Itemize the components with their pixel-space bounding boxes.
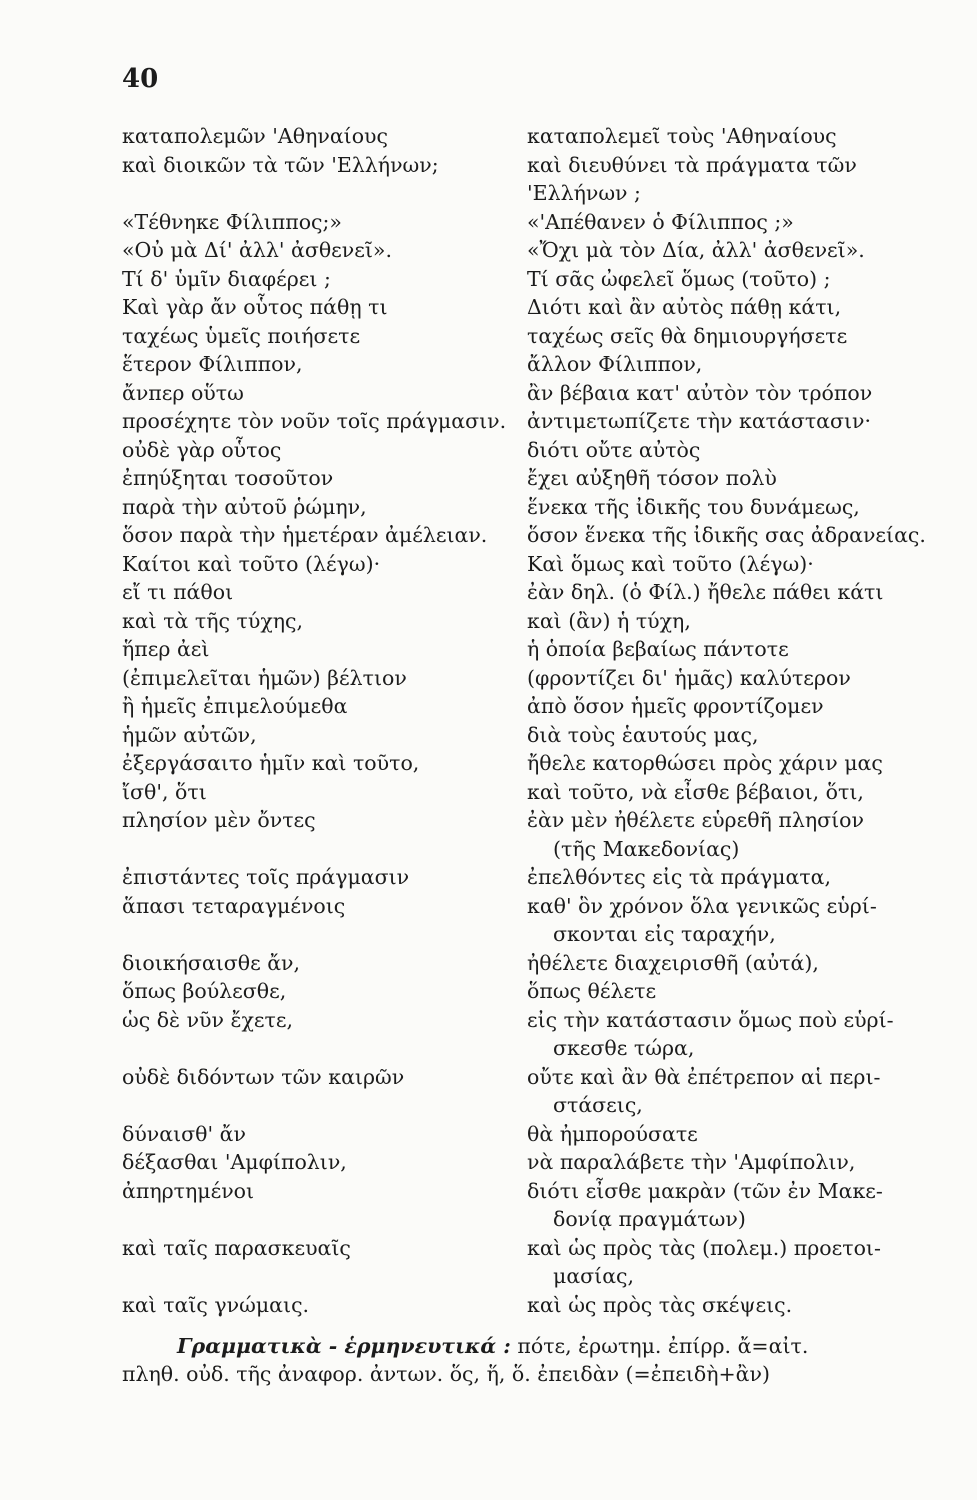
text-line: Καὶ γὰρ ἄν οὗτος πάθῃ τι bbox=[122, 295, 388, 319]
text-line: ἴσθ', ὅτι bbox=[122, 779, 207, 804]
text-line: προσέχητε τὸν νοῦν τοῖς πράγμασιν. bbox=[122, 409, 507, 433]
text-line: καὶ ταῖς γνώμαις. bbox=[122, 1292, 310, 1317]
text-line: ἂν βέβαια κατ' αὐτὸν τὸν τρόπον bbox=[527, 380, 873, 405]
grammar-notes-line-2: πληθ. οὐδ. τῆς ἀναφορ. ἀντων. ὅς, ἥ, ὅ. ἐπειδὰν (=ἐπειδὴ+ἂν) bbox=[122, 1362, 770, 1386]
text-line: σκονται εἰς ταραχήν, bbox=[553, 922, 776, 946]
text-line: παρὰ τὴν αὐτοῦ ῥώμην, bbox=[122, 494, 367, 519]
text-line: ὅσον παρὰ τὴν ἡμετέραν ἀμέλειαν. bbox=[122, 523, 488, 547]
text-line: ἔχει αὐξηθῆ τόσον πολὺ bbox=[527, 466, 777, 490]
text-line: καὶ ὡς πρὸς τὰς σκέψεις. bbox=[527, 1292, 793, 1317]
text-line: ὅπως θέλετε bbox=[527, 979, 657, 1003]
modern-greek-translation-column bbox=[527, 122, 927, 1319]
text-line: «Τέθνηκε Φίλιππος;» bbox=[122, 209, 342, 234]
text-line: θὰ ἠμπορούσατε bbox=[527, 1121, 698, 1146]
text-line: ὡς δὲ νῦν ἔχετε, bbox=[122, 1007, 293, 1032]
text-line: ἄνπερ οὕτω bbox=[122, 380, 244, 405]
text-line: (ἐπιμελεῖται ἡμῶν) βέλτιον bbox=[122, 665, 407, 690]
text-line bbox=[122, 1034, 522, 1063]
text-line: εἴ τι πάθοι bbox=[122, 580, 234, 604]
text-line: ἥπερ ἀεὶ bbox=[122, 637, 210, 661]
text-line: καὶ τὰ τῆς τύχης, bbox=[122, 608, 304, 633]
text-line: ἐὰν δηλ. (ὁ Φίλ.) ἤθελε πάθει κάτι bbox=[527, 580, 884, 604]
text-line: καὶ ὡς πρὸς τὰς (πολεμ.) προετοι- bbox=[527, 1235, 881, 1260]
text-line: καταπολεμῶν 'Αθηναίους bbox=[122, 124, 388, 148]
text-line: ἅπασι τεταραγμένοις bbox=[122, 893, 346, 918]
text-line: ἐπελθόντες εἰς τὰ πράγματα, bbox=[527, 865, 832, 889]
text-line: (φροντίζει δι' ἡμᾶς) καλύτερον bbox=[527, 665, 851, 690]
text-line bbox=[122, 920, 522, 949]
text-line bbox=[122, 1262, 522, 1291]
text-line: καὶ διευθύνει τὰ πράγματα τῶν bbox=[527, 152, 857, 177]
text-line: διότι οὔτε αὐτὸς bbox=[527, 437, 701, 462]
text-line bbox=[122, 1205, 522, 1234]
text-line: ἐὰν μὲν ἠθέλετε εὑρεθῆ πλησίον bbox=[527, 808, 864, 832]
text-line: οὐδὲ γὰρ οὗτος bbox=[122, 437, 282, 462]
text-line: ἠθέλετε διαχειρισθῆ (αὐτά), bbox=[527, 950, 819, 975]
text-line: ὅσον ἕνεκα τῆς ἰδικῆς σας ἀδρανείας. bbox=[527, 523, 926, 547]
text-line: διότι εἶσθε μακρὰν (τῶν ἐν Μακε- bbox=[527, 1178, 883, 1203]
text-line: ταχέως σεῖς θὰ δημιουργήσετε bbox=[527, 323, 848, 348]
text-line: Τί δ' ὑμῖν διαφέρει ; bbox=[122, 266, 331, 291]
text-line: διοικήσαισθε ἄν, bbox=[122, 950, 301, 975]
text-line: Τί σᾶς ὠφελεῖ ὅμως (τοῦτο) ; bbox=[527, 266, 831, 291]
text-line: εἰς τὴν κατάστασιν ὅμως ποὺ εὑρί- bbox=[527, 1007, 894, 1032]
text-line bbox=[122, 179, 522, 208]
text-line: δέξασθαι 'Αμφίπολιν, bbox=[122, 1150, 347, 1174]
text-line: διὰ τοὺς ἑαυτούς μας, bbox=[527, 722, 759, 747]
text-line: (τῆς Μακεδονίας) bbox=[553, 836, 740, 861]
text-line: ἡ ὁποία βεβαίως πάντοτε bbox=[527, 637, 789, 661]
text-line: καὶ (ἂν) ἡ τύχη, bbox=[527, 608, 691, 633]
text-line: ἢ ἡμεῖς ἐπιμελούμεθα bbox=[122, 694, 348, 718]
text-line: ἐξεργάσαιτο ἡμῖν καὶ τοῦτο, bbox=[122, 751, 420, 775]
text-line: Καίτοι καὶ τοῦτο (λέγω)· bbox=[122, 551, 381, 576]
text-line: «'Απέθανεν ὁ Φίλιππος ;» bbox=[527, 209, 794, 234]
text-line: 'Ελλήνων ; bbox=[527, 181, 641, 205]
text-line: δύναισθ' ἄν bbox=[122, 1121, 246, 1146]
text-line: στάσεις, bbox=[553, 1093, 643, 1117]
text-line bbox=[122, 1091, 522, 1120]
text-line: ἤθελε κατορθώσει πρὸς χάριν μας bbox=[527, 751, 883, 775]
text-line: ἡμῶν αὐτῶν, bbox=[122, 722, 257, 747]
text-line: ἀπὸ ὅσον ἡμεῖς φροντίζομεν bbox=[527, 694, 824, 718]
text-line: ἐπιστάντες τοῖς πράγμασιν bbox=[122, 865, 410, 889]
text-line: Διότι καὶ ἂν αὐτὸς πάθῃ κάτι, bbox=[527, 295, 842, 319]
grammar-notes-label: Γραμματικὰ - ἑρμηνευτικά : bbox=[177, 1334, 511, 1358]
text-line: ἕτερον Φίλιππον, bbox=[122, 352, 303, 376]
text-line: «Οὐ μὰ Δί' ἀλλ' ἀσθενεῖ». bbox=[122, 238, 392, 262]
text-line: δονίᾳ πραγμάτων) bbox=[553, 1207, 746, 1231]
text-line: καὶ ταῖς παρασκευαῖς bbox=[122, 1235, 351, 1260]
text-line bbox=[122, 835, 522, 864]
text-line: Καὶ ὅμως καὶ τοῦτο (λέγω)· bbox=[527, 551, 814, 576]
text-line: ἕνεκα τῆς ἰδικῆς του δυνάμεως, bbox=[527, 494, 860, 519]
grammar-notes bbox=[122, 1332, 932, 1388]
text-line: καὶ τοῦτο, νὰ εἶσθε βέβαιοι, ὅτι, bbox=[527, 779, 864, 804]
text-line: νὰ παραλάβετε τὴν 'Αμφίπολιν, bbox=[527, 1150, 856, 1174]
text-line: οὐδὲ διδόντων τῶν καιρῶν bbox=[122, 1064, 405, 1089]
grammar-notes-line-1 bbox=[122, 1332, 932, 1360]
grammar-notes-text-1: πότε, ἐρωτημ. ἐπίρρ. ἄ=αἰτ. bbox=[510, 1334, 809, 1358]
text-line: «Ὄχι μὰ τὸν Δία, ἀλλ' ἀσθενεῖ». bbox=[527, 238, 865, 262]
text-line: σκεσθε τώρα, bbox=[553, 1036, 695, 1060]
text-line: καὶ διοικῶν τὰ τῶν 'Ελλήνων; bbox=[122, 152, 439, 177]
text-line: καθ' ὃν χρόνον ὅλα γενικῶς εὑρί- bbox=[527, 893, 877, 918]
page-number: 40 bbox=[122, 64, 159, 94]
text-line: ἄλλον Φίλιππον, bbox=[527, 352, 703, 376]
text-line: ἀπηρτημένοι bbox=[122, 1178, 255, 1203]
text-line: ἐπηύξηται τοσοῦτον bbox=[122, 466, 334, 490]
text-line: ταχέως ὑμεῖς ποιήσετε bbox=[122, 323, 361, 348]
text-line: οὔτε καὶ ἂν θὰ ἐπέτρεπον αἱ περι- bbox=[527, 1064, 881, 1089]
text-line: μασίας, bbox=[553, 1264, 635, 1288]
text-line: ἀντιμετωπίζετε τὴν κατάστασιν· bbox=[527, 409, 872, 433]
text-line: καταπολεμεῖ τοὺς 'Αθηναίους bbox=[527, 124, 837, 148]
text-line: πλησίον μὲν ὄντες bbox=[122, 808, 316, 832]
ancient-greek-column bbox=[122, 122, 522, 1319]
text-line: ὅπως βούλεσθε, bbox=[122, 979, 287, 1003]
